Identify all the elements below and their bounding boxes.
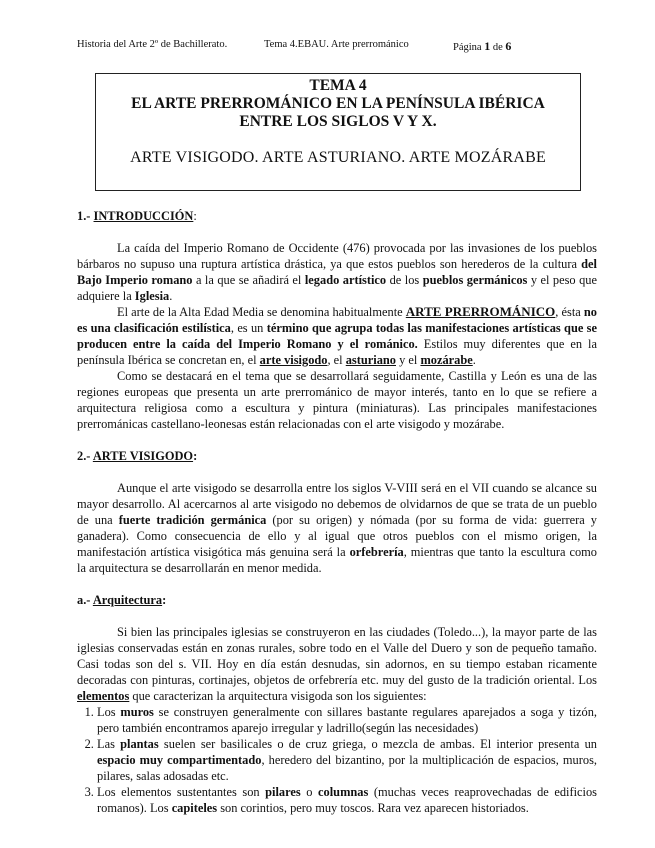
header-course: Historia del Arte 2º de Bachillerato. (77, 39, 228, 50)
title-line3: ENTRE LOS SIGLOS V Y X. (239, 113, 437, 130)
subsection-a-colon: : (162, 593, 167, 607)
header-page-num: 1 (484, 39, 491, 53)
header-page-indicator (453, 39, 511, 54)
visigodo-paragraph: Aunque el arte visigodo se desarrolla entre los siglos V-VIII será en el VII cuando se alcance su mayor desarrollo. Al acercarnos al arte visigodo no debemos de olvidarnos de que se trata de un pueblo de una fuerte tradición germánica (por su origen) y nómada (por su forma de vida: guerrera y ganadera). Como consecuencia de ello y al igual que otros pueblos con el mismo origen, la manifestación artística visigótica más genuina será la orfebrería, mientras que tanto la escultura como la arquitectura se desarrollarán en menor medida. (77, 481, 597, 575)
title-line1: TEMA 4 (309, 77, 367, 94)
architecture-elements-list (77, 704, 597, 816)
intro-paragraph-2: El arte de la Alta Edad Media se denomina habitualmente ARTE PRERROMÁNICO, ésta no es una clasificación estilística, es un término que agrupa todas las manifestaciones artísticas que se producen entre la caída del Imperio Romano y el románico. Estilos muy diferentes que en la península Ibérica se concretan en, el arte visigodo, el asturiano y el mozárabe. (77, 304, 597, 367)
header-page-of: de (492, 42, 503, 53)
list-item: 3. Los elementos sustentantes son pilares o columnas (muchas veces reaprovechadas de edificios romanos). Los capiteles son corintios, pero muy toscos. Rara vez aparecen historiados. (97, 784, 597, 816)
section2-heading (77, 448, 597, 464)
document-body (77, 208, 597, 816)
section1-number: 1.- (77, 209, 91, 223)
section1-colon: : (193, 209, 197, 223)
intro-paragraph-3: Como se destacará en el tema que se desarrollará seguidamente, Castilla y León es una de las regiones europeas que presenta un arte prerrománico de mayor interés, tanto en lo que se refiere a arquitectura religiosa como a escultura y pintura (miniaturas). Las principales manifestaciones prerrománicas castellano-leonesas están relacionadas con el arte visigodo y mozárabe. (77, 369, 597, 431)
list-item: 1. Los muros se construyen generalmente con sillares bastante regulares aparejados a soga y tizón, pero también encontramos aparejo irregular y ladrillo(según las necesidades) (97, 704, 597, 736)
section2-title: ARTE VISIGODO (92, 449, 194, 463)
header-topic: Tema 4.EBAU. Arte prerrománico (264, 39, 409, 50)
subsection-a-heading (77, 592, 597, 608)
section1-heading (77, 208, 597, 224)
section1-title: INTRODUCCIÓN (93, 209, 194, 223)
header-page-label: Página (453, 42, 482, 53)
list-item: 2. Las plantas suelen ser basilicales o de cruz griega, o mezcla de ambas. El interior presenta un espacio muy compartimentado, heredero del bizantino, por la multiplicación de espacios, muros, pilares, salas adosadas etc. (97, 736, 597, 784)
header-page-total: 6 (505, 39, 512, 53)
intro-paragraph-1: La caída del Imperio Romano de Occidente (476) provocada por las invasiones de los pueblos bárbaros no supuso una ruptura artística drástica, ya que estos pueblos son herederos de la cultura del Bajo Imperio romano a la que se añadirá el legado artístico de los pueblos germánicos y el peso que adquiere la Iglesia. (77, 241, 597, 303)
title-box (95, 73, 581, 191)
arquitectura-paragraph: Si bien las principales iglesias se construyeron en las ciudades (Toledo...), la mayor parte de las iglesias conservadas están en zonas rurales, sobre todo en el Valle del Duero y son de pequeño tamaño. Casi todas son del s. VII. Hoy en día están desnudas, sin adornos, en su tiempo estaban ricamente decoradas con pinturas, cortinajes, objetos de orfebrería etc. muy del gusto de la tradición oriental. Los elementos que caracterizan la arquitectura visigoda son los siguientes: (77, 625, 597, 703)
subsection-a-title: Arquitectura (92, 593, 163, 607)
section2-colon: : (193, 449, 198, 463)
title-line2: EL ARTE PRERROMÁNICO EN LA PENÍNSULA IBÉRICA (131, 95, 545, 112)
section2-number: 2.- (77, 449, 91, 463)
subsection-a-number: a.- (77, 593, 91, 607)
title-line4: ARTE VISIGODO. ARTE ASTURIANO. ARTE MOZÁRABE (130, 149, 546, 166)
